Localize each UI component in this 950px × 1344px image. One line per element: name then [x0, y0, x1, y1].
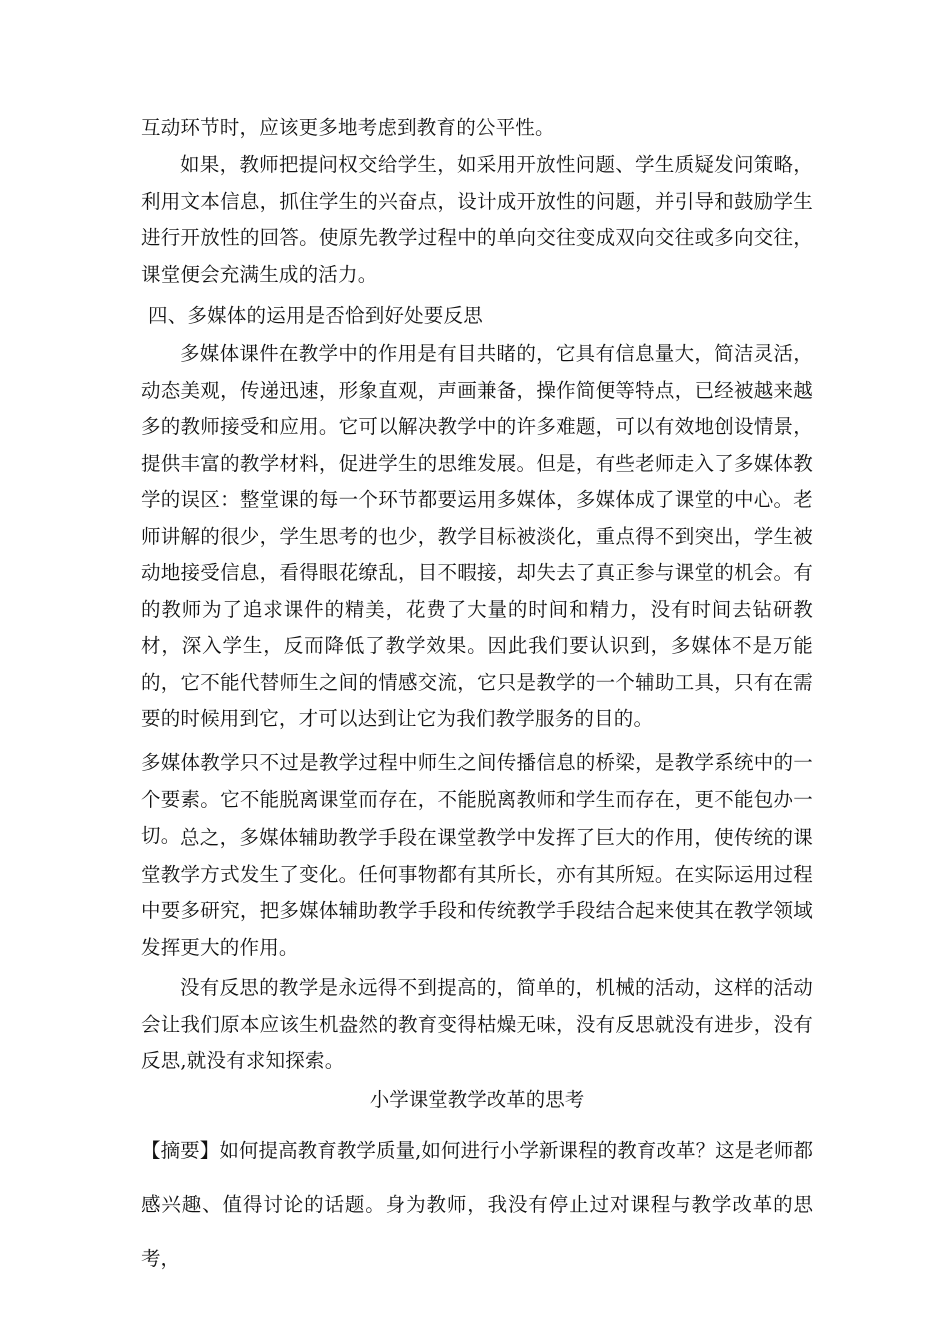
- paragraph-questioning: 如果，教师把提问权交给学生，如采用开放性问题、学生质疑发问策略，利用文本信息，抓住学生的兴奋点，设计成开放性的问题，并引导和鼓励学生进行开放性的回答。使原先教学过程中的单向交往变成双向交往或多向交往，课堂便会充满生成的活力。: [141, 153, 813, 286]
- paragraph-fairness: 互动环节时，应该更多地考虑到教育的公平性。: [141, 116, 555, 139]
- paragraph-conclusion: 总之，多媒体辅助教学手段在课堂教学中发挥了巨大的作用，使传统的课堂教学方式发生了变化。任何事物都有其所长，亦有其所短。在实际运用过程中要多研究，把多媒体辅助教学手段和传统教学手段结合起来使其在教学领域发挥更大的作用。: [141, 826, 813, 959]
- section-heading-multimedia: 四、多媒体的运用是否恰到好处要反思: [148, 304, 483, 327]
- article-title: 小学课堂教学改革的思考: [369, 1088, 585, 1111]
- paragraph-multimedia: 多媒体课件在教学中的作用是有目共睹的，它具有信息量大，简洁灵活，动态美观，传递迅速，形象直观，声画兼备，操作简便等特点，已经被越来越多的教师接受和应用。它可以解决教学中的许多难题，可以有效地创设情景，提供丰富的教学材料，促进学生的思维发展。但是，有些老师走入了多媒体教学的误区：整堂课的每一个环节都要运用多媒体，多媒体成了课堂的中心。老师讲解的很少，学生思考的也少，教学目标被淡化，重点得不到突出，学生被动地接受信息，看得眼花缭乱，目不暇接，却失去了真正参与课堂的机会。有的教师为了追求课件的精美，花费了大量的时间和精力，没有时间去钻研教材，深入学生，反而降低了教学效果。因此我们要认识到，多媒体不是万能的，它不能代替师生之间的情感交流，它只是教学的一个辅助工具，只有在需要的时候用到它，才可以达到让它为我们教学服务的目的。: [141, 342, 813, 730]
- paragraph-bridge: 多媒体教学只不过是教学过程中师生之间传播信息的桥梁，是教学系统中的一个要素。它不能脱离课堂而存在，不能脱离教师和学生而存在，更不能包办一切。: [141, 751, 813, 847]
- article-abstract: 【摘要】如何提高教育教学质量,如何进行小学新课程的教育改革？这是老师都感兴趣、值得讨论的话题。身为教师，我没有停止过对课程与教学改革的思考，: [141, 1139, 813, 1270]
- paragraph-reflection: 没有反思的教学是永远得不到提高的，简单的，机械的活动，这样的活动会让我们原本应该生机盎然的教育变得枯燥无味，没有反思就没有进步，没有反思,就没有求知探索。: [141, 976, 813, 1072]
